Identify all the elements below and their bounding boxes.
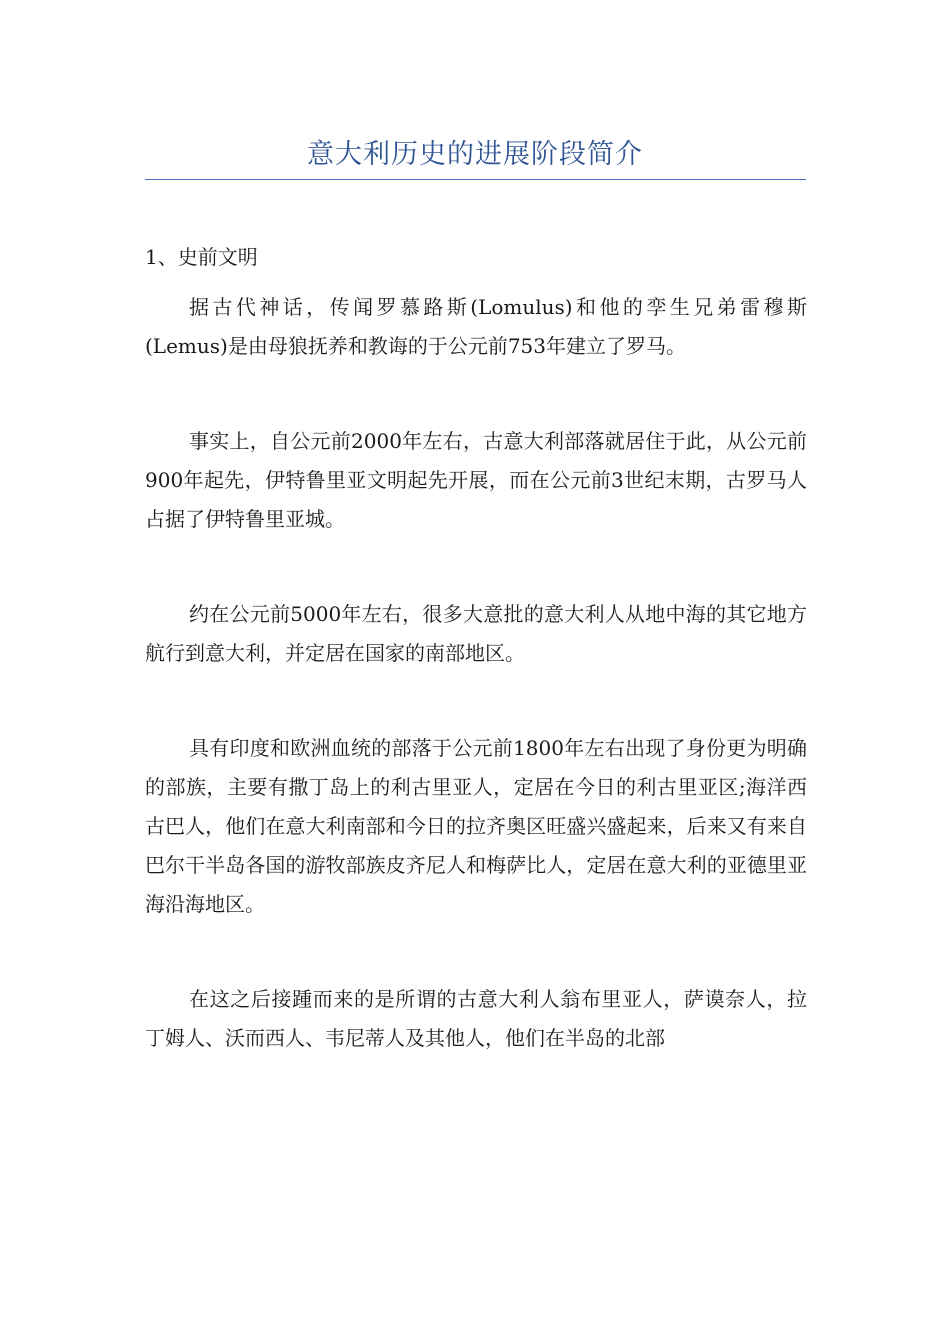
paragraph: 在这之后接踵而来的是所谓的古意大利人翁布里亚人，萨谟奈人，拉丁姆人、沃而西人、韦尼蒂人及其他人，他们在半岛的北部 [145, 987, 807, 1050]
title-underline [145, 179, 806, 180]
paragraph-spacer [145, 673, 807, 729]
paragraph-spacer [145, 924, 807, 980]
paragraph: 具有印度和欧洲血统的部落于公元前1800年左右出现了身份更为明确的部族，主要有撒丁岛上的利古里亚人，定居在今日的利古里亚区;海洋西古巴人，他们在意大利南部和今日的拉齐奥区旺盛兴盛起来，后来又有来自巴尔干半岛各国的游牧部族皮齐尼人和梅萨比人，定居在意大利的亚德里亚海沿海地区。 [145, 736, 807, 916]
paragraph: 约在公元前5000年左右，很多大意批的意大利人从地中海的其它地方航行到意大利，并定居在国家的南部地区。 [145, 602, 807, 665]
paragraph-spacer [145, 366, 807, 422]
paragraph-spacer [145, 539, 807, 595]
section-heading: 1、史前文明 [145, 245, 258, 269]
paragraph: 事实上，自公元前2000年左右，古意大利部落就居住于此，从公元前900年起先，伊特鲁里亚文明起先开展，而在公元前3世纪末期，古罗马人占据了伊特鲁里亚城。 [145, 429, 807, 531]
document-title: 意大利历史的进展阶段简介 [307, 139, 643, 170]
paragraph: 据古代神话，传闻罗慕路斯(Lomulus)和他的孪生兄弟雷穆斯(Lemus)是由母狼抚养和教诲的于公元前753年建立了罗马。 [145, 295, 807, 358]
document-body [145, 238, 807, 1058]
